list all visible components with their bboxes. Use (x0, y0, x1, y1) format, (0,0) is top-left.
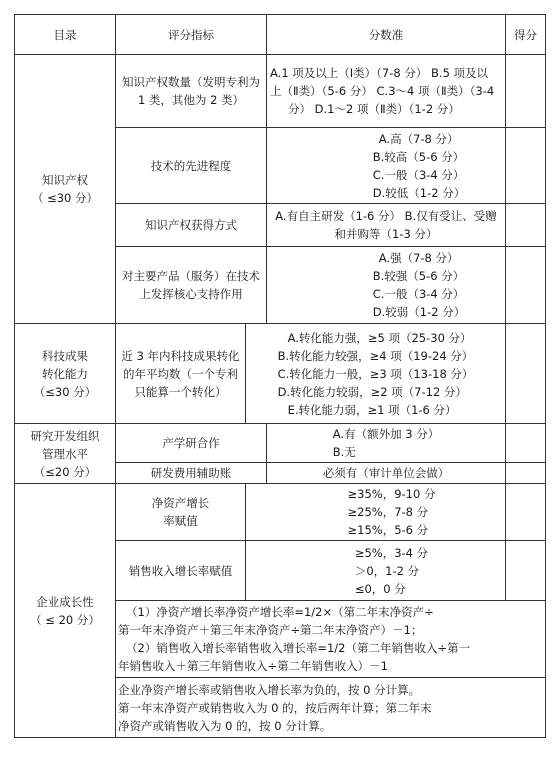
indicator-net-asset-growth: 净资产增长 率赋值 (151, 496, 210, 528)
rule (14, 737, 545, 738)
growth-formula: （1）净资产增长率净资产增长率=1/2×（第二年末净资产÷ 第一年末净资产＋第三年末净资产÷第二年末净资产）－1； （2）销售收入增长率销售收入增长率=1/2（第二年销售收入÷第一 年销售收入＋第三年销售收入÷第二年销售收入）－1 (118, 605, 471, 673)
criteria-ip-quantity: A.1 项及以上（Ⅰ类）（7-8 分） B.5 项及以 上（Ⅱ类）（5-6 分） C.3～4 项（Ⅱ类）（3-4 分） D.1～2 项（Ⅱ类）（1-2 分） (270, 66, 495, 116)
category-growth: 企业成长性 （ ≤ 20 分） (30, 594, 100, 627)
criteria-tech-transfer: A.转化能力强，≥5 项（25-30 分） B.转化能力较强，≥4 项（19-24 分） C.转化能力一般，≥3 项（13-18 分） D.转化能力较弱，≥2 项（7-12 分） E.转化能力弱，≥1 项（1-6 分） (277, 330, 474, 417)
indicator-tech-advancement: 技术的先进程度 (150, 158, 232, 173)
criteria-core-support: A.强（7-8 分） B.较强（5-6 分） C.一般（3-4 分） D.较弱（1-2 分） (372, 251, 466, 319)
indicator-tech-transfer: 近 3 年内科技成果转化 的年平均数（一个专利 只能算一个转化） (121, 348, 240, 399)
header-indicator: 评分指标 (168, 27, 214, 42)
indicator-core-support: 对主要产品（服务）在技术 上发挥核心支持作用 (122, 269, 260, 301)
criteria-rd-ledger: 必须有（审计单位会做） (322, 466, 450, 480)
rule (545, 14, 546, 738)
indicator-ip-quantity: 知识产权数量（发明专利为 1 类，其他为 2 类） (122, 75, 260, 107)
category-label: 知识产权 （ ≤30 分） (31, 173, 99, 205)
criteria-ip-acquisition: A.有自主研发（1-6 分） B.仅有受让、受赠 和并购等（1-3 分） (275, 209, 497, 241)
indicator-sales-growth: 销售收入增长率赋值 (128, 563, 233, 578)
indicator-rd-ledger: 研发费用辅助账 (150, 466, 232, 480)
category-rd-management: 研究开发组织 管理水平 （≤20 分） (30, 428, 100, 479)
rule (505, 14, 506, 484)
criteria-tech-advancement: A.高（7-8 分） B.较高（5-6 分） C.一般（3-4 分） D.较低（1-2 分） (372, 131, 466, 200)
criteria-net-asset-growth: ≥35%，9-10 分 ≥25%，7-8 分 ≥15%，5-6 分 (347, 487, 436, 537)
indicator-industry-cooperation: 产学研合作 (162, 436, 220, 450)
criteria-sales-growth: ≥5%，3-4 分 ＞0，1-2 分 ≤0，0 分 (354, 545, 429, 596)
category-tech-transfer: 科技成果 转化能力 （≤30 分） (33, 348, 97, 399)
header-criteria: 分数准 (368, 27, 404, 42)
indicator-ip-acquisition: 知识产权获得方式 (145, 218, 237, 232)
category-ip (15, 55, 115, 323)
rule (505, 483, 506, 600)
growth-note: 企业净资产增长率或销售收入增长率为负的，按 0 分计算。 第一年末净资产或销售收入为 0 的，按后两年计算；第二年末 净资产或销售收入为 0 的，按 0 分计算。 (118, 682, 432, 733)
header-catalog: 目录 (53, 27, 77, 42)
header-score: 得分 (514, 27, 537, 42)
criteria-industry-cooperation: A.有（额外加 3 分） B.无 (332, 427, 440, 459)
